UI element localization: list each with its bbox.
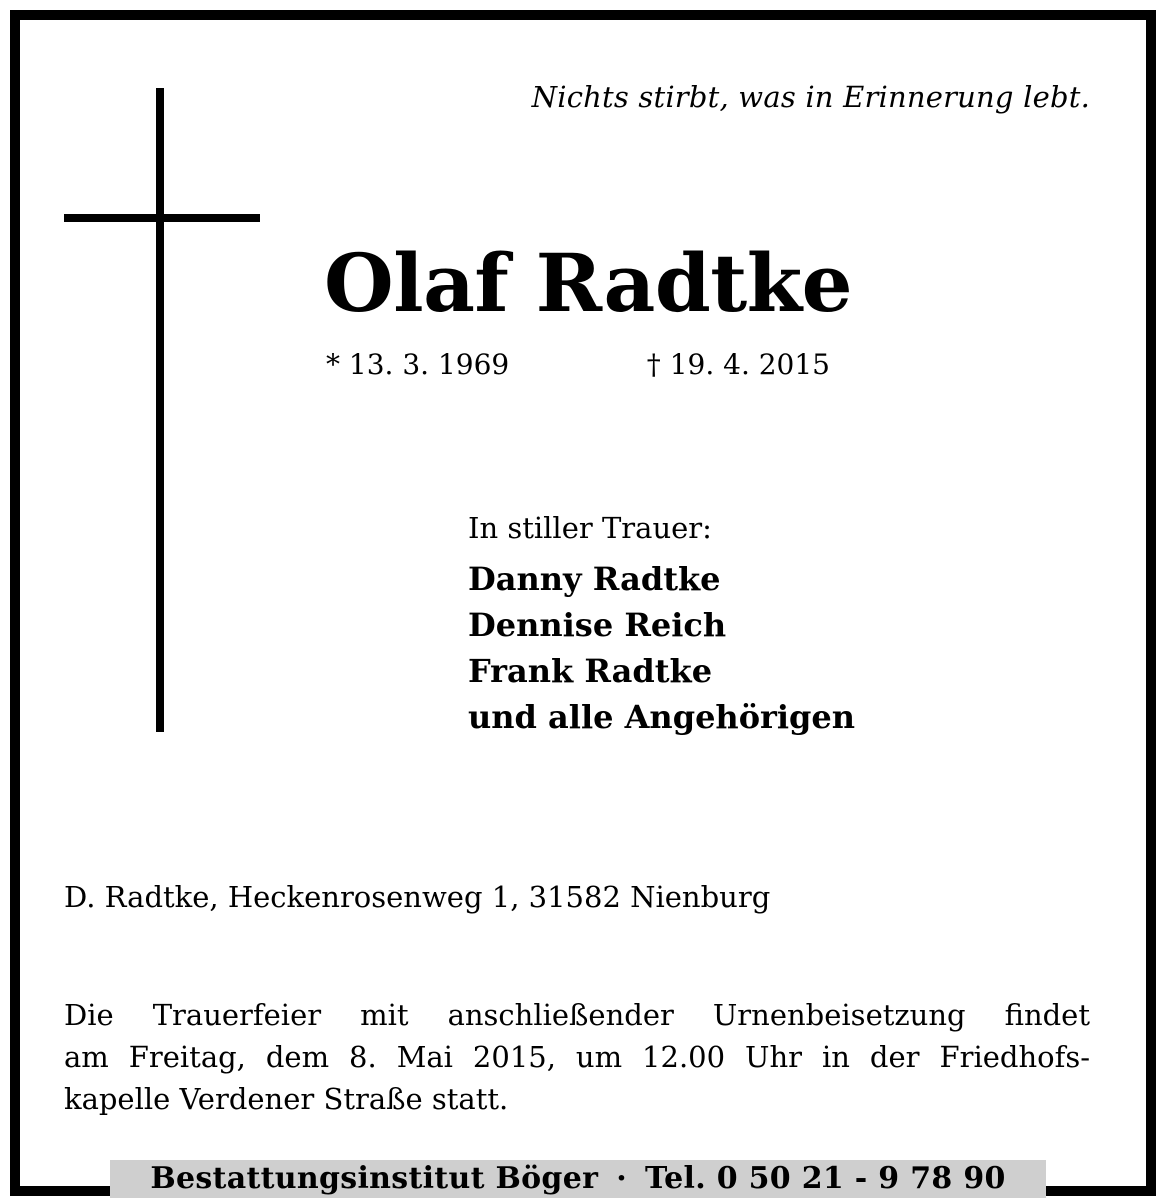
mourner-name: und alle Angehörigen: [468, 698, 856, 736]
mourner-name: Danny Radtke: [468, 560, 721, 598]
mourners-block: [468, 508, 855, 740]
mourner-name: Dennise Reich: [468, 606, 727, 644]
ceremony-notice: [64, 994, 1090, 1120]
ceremony-line: am Freitag, dem 8. Mai 2015, um 12.00 Uhr in der Friedhofs-: [64, 1040, 1090, 1074]
ceremony-line: kapelle Verdener Straße statt.: [64, 1082, 509, 1116]
motto: Nichts stirbt, was in Erinnerung lebt.: [531, 80, 1090, 114]
funeral-home-footer: [110, 1160, 1046, 1198]
funeral-home-name: Bestattungsinstitut Böger: [150, 1161, 599, 1196]
family-address: D. Radtke, Heckenrosenweg 1, 31582 Nienburg: [64, 880, 771, 914]
cross-icon: [64, 88, 260, 732]
funeral-home-phone: Tel. 0 50 21 - 9 78 90: [644, 1161, 1006, 1196]
mourners-intro: In stiller Trauer:: [468, 511, 712, 545]
birth-date: * 13. 3. 1969: [326, 348, 510, 381]
deceased-name: Olaf Radtke: [324, 236, 853, 330]
cross-vertical-bar: [156, 88, 164, 732]
ceremony-line: Die Trauerfeier mit anschließender Urnenbeisetzung findet: [64, 998, 1090, 1032]
mourner-name: Frank Radtke: [468, 652, 713, 690]
death-date: † 19. 4. 2015: [646, 348, 830, 381]
footer-separator: ·: [616, 1161, 627, 1196]
cross-horizontal-bar: [64, 214, 260, 222]
